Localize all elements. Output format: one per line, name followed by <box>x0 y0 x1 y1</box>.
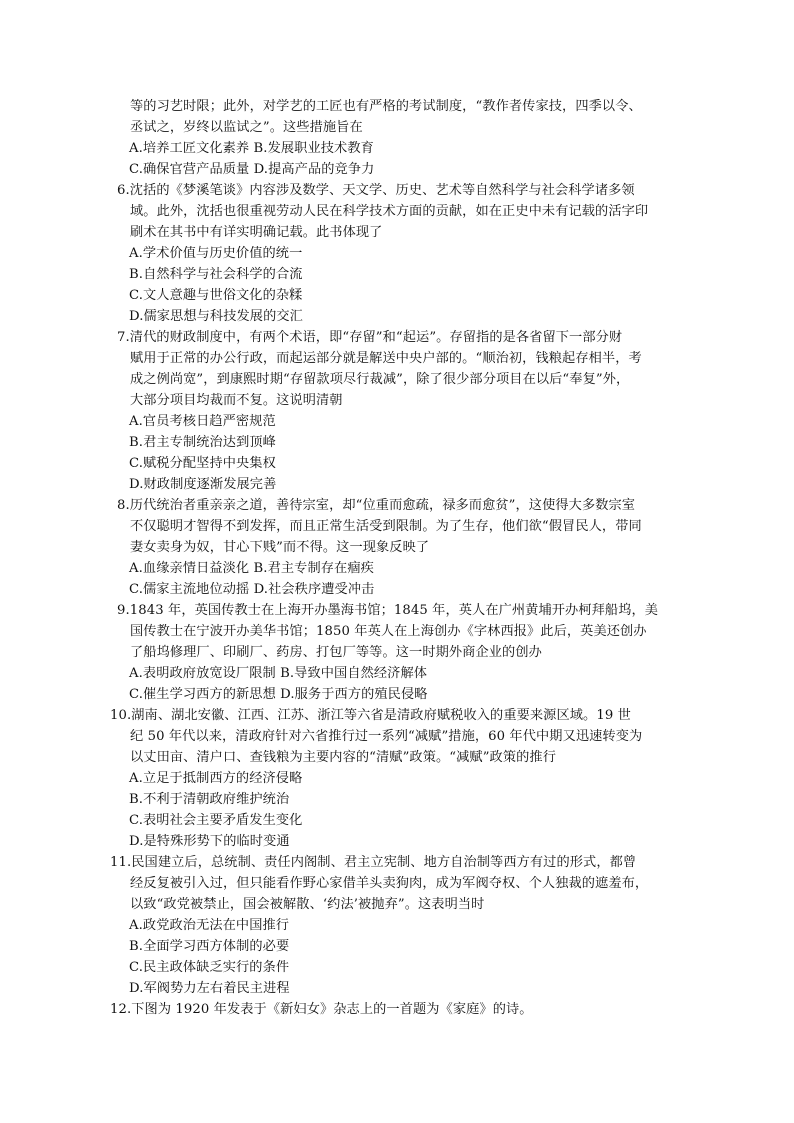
answer-option: A.立足于抵制西方的经济侵略 <box>129 771 303 786</box>
answer-option: D.是特殊形势下的临时变通 <box>129 834 290 849</box>
answer-option: A.官员考核日趋严密规范 <box>129 414 276 429</box>
answer-option: A.血缘亲情日益淡化 B.君主专制存在痼疾 <box>129 561 374 576</box>
question-text-line: 妻女卖身为奴，甘心下贱”而不得。这一现象反映了 <box>130 540 430 555</box>
answer-option: C.文人意趣与世俗文化的杂糅 <box>129 288 303 303</box>
answer-option: A.表明政府放宽设厂限制 B.导致中国自然经济解体 <box>129 666 428 681</box>
question-text-line: 等的习艺时限；此外，对学艺的工匠也有严格的考试制度，“教作者传家技，四季以令、 <box>130 99 642 114</box>
answer-option: C.民主政体缺乏实行的条件 <box>129 960 290 975</box>
question-text-line: 纪 50 年代以来，清政府针对六省推行过一系列“减赋”措施，60 年代中期又迅速转变为 <box>130 729 643 744</box>
question-text-line: 成之例尚宽”，到康熙时期“存留款项尽行裁减”，除了很少部分项目在以后“奉复”外， <box>130 372 630 387</box>
answer-option: C.儒家主流地位动摇 D.社会秩序遭受冲击 <box>129 582 375 597</box>
answer-option: C.赋税分配坚持中央集权 <box>129 456 276 471</box>
answer-option: B.不利于清朝政府维护统治 <box>129 792 290 807</box>
answer-option: D.军阀势力左右着民主进程 <box>129 981 290 996</box>
question-stem-10: 10.湖南、湖北安徽、江西、江苏、浙江等六省是清政府赋税收入的重要来源区域。19 世 <box>110 708 631 723</box>
answer-option: D.儒家思想与科技发展的交汇 <box>129 309 303 324</box>
answer-option: B.全面学习西方体制的必要 <box>129 939 290 954</box>
answer-option: B.自然科学与社会科学的合流 <box>129 267 303 282</box>
question-text-line: 以丈田亩、清户口、查钱粮为主要内容的“清赋”政策。“减赋”政策的推行 <box>130 750 556 765</box>
question-stem-12: 12.下图为 1920 年发表于《新妇女》杂志上的一首题为《家庭》的诗。 <box>110 1002 533 1017</box>
answer-option: C.确保官营产品质量 D.提高产品的竞争力 <box>129 162 375 177</box>
question-stem-9: 9.1843 年，英国传教士在上海开办墨海书馆；1845 年，英人在广州黄埔开办柯拜船坞，美 <box>117 603 659 618</box>
question-stem-6: 6.沈括的《梦溪笔谈》内容涉及数学、天文学、历史、艺术等自然科学与社会科学诸多领 <box>117 183 635 198</box>
question-stem-11: 11.民国建立后，总统制、责任内阁制、君主立宪制、地方自治制等西方有过的形式，都曾 <box>110 855 637 870</box>
question-text-line: 了船坞修理厂、印刷厂、药房、打包厂等等。这一时期外商企业的创办 <box>130 645 542 660</box>
answer-option: A.培养工匠文化素养 B.发展职业技术教育 <box>129 141 374 156</box>
question-text-line: 经反复被引入过，但只能看作野心家借羊头卖狗肉，成为军阀夺权、个人独裁的遮羞布， <box>130 876 649 891</box>
question-stem-7: 7.清代的财政制度中，有两个术语，即“存留”和“起运”。存留指的是各省留下一部分财 <box>117 330 623 345</box>
answer-option: A.政党政治无法在中国推行 <box>129 918 290 933</box>
answer-option: A.学术价值与历史价值的统一 <box>129 246 303 261</box>
answer-option: B.君主专制统治达到顶峰 <box>129 435 276 450</box>
question-text-line: 国传教士在宁波开办美华书馆；1850 年英人在上海创办《字林西报》此后，英美还创办 <box>130 624 647 639</box>
question-stem-8: 8.历代统治者重亲亲之道，善待宗室，却“位重而愈疏，禄多而愈贫”，这使得大多数宗室 <box>117 498 636 513</box>
question-text-line: 大部分项目均裁而不复。这说明清朝 <box>130 393 343 408</box>
answer-option: C.催生学习西方的新思想 D.服务于西方的殖民侵略 <box>129 687 428 702</box>
question-text-line: 赋用于正常的办公行政，而起运部分就是解送中央户部的。“顺治初，钱粮起存相半，考 <box>130 351 642 366</box>
question-text-line: 丞试之，岁终以监试之”。这些措施旨在 <box>130 120 363 135</box>
answer-option: C.表明社会主要矛盾发生变化 <box>129 813 303 828</box>
question-text-line: 域。此外，沈括也很重视劳动人民在科学技术方面的贡献，如在正史中未有记载的活字印 <box>130 204 649 219</box>
question-text-line: 不仅聪明才智得不到发挥，而且正常生活受到限制。为了生存，他们欲“假冒民人，带同 <box>130 519 642 534</box>
question-text-line: 刷术在其书中有详实明确记载。此书体现了 <box>130 225 383 240</box>
question-text-line: 以致“政党被禁止，国会被解散、‘约法’被抛弃”。这表明当时 <box>130 897 485 912</box>
answer-option: D.财政制度逐渐发展完善 <box>129 477 277 492</box>
